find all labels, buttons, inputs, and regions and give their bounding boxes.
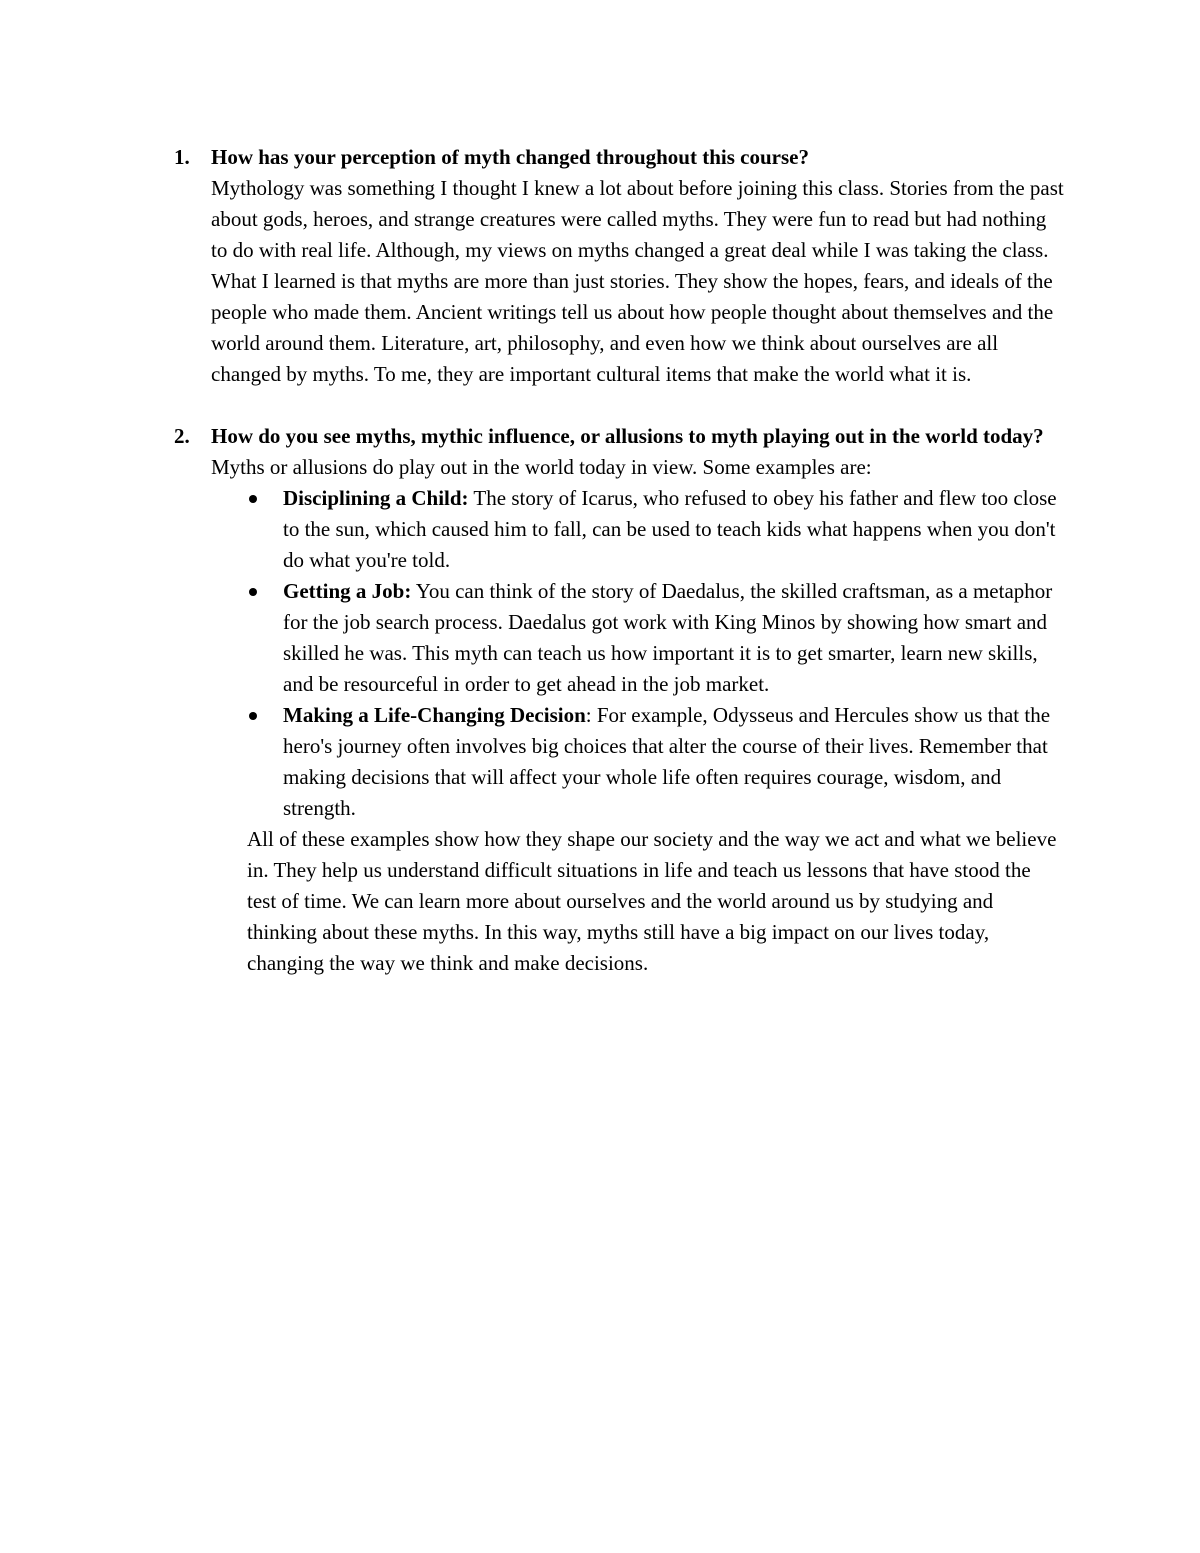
closing-paragraph: All of these examples show how they shape our society and the way we act and what we believe in. They help us understand difficult situations in life and teach us lessons that have stood the test of time. We can learn more about ourselves and the world around us by studying and thinking about these myths. In this way, myths still have a big impact on our lives today, changing the way we think and make decisions. — [247, 827, 1057, 975]
example-list — [211, 483, 1064, 824]
answer-paragraph: Mythology was something I thought I knew a lot about before joining this class. Stories from the past about gods, heroes, and strange creatures were called myths. They were fun to read but had nothing to do with real life. Although, my views on myths changed a great deal while I was taking the class. What I learned is that myths are more than just stories. They show the hopes, fears, and ideals of the people who made them. Ancient writings tell us about how people thought about themselves and the world around them. Literature, art, philosophy, and even how we think about ourselves are all changed by myths. To me, they are important cultural items that make the world what it is. — [211, 176, 1064, 386]
question-title: How do you see myths, mythic influence, or allusions to myth playing out in the world today? — [211, 424, 1044, 448]
question-list — [174, 142, 1064, 979]
bullet-icon — [249, 588, 257, 596]
example-text: You can think of the story of Daedalus, the skilled craftsman, as a metaphor for the job search process. Daedalus got work with King Minos by showing how smart and skilled he was. This myth can teach us how important it is to get smarter, learn new skills, and be resourceful in order to get ahead in the job market. — [283, 579, 1053, 696]
question-item — [174, 142, 1064, 390]
question-title: How has your perception of myth changed throughout this course? — [211, 145, 809, 169]
example-item — [211, 576, 1064, 700]
question-number: 1. — [174, 145, 190, 169]
bullet-icon — [249, 712, 257, 720]
example-term: Getting a Job: — [283, 579, 412, 603]
example-item — [211, 700, 1064, 824]
example-item — [211, 483, 1064, 576]
example-text: The story of Icarus, who refused to obey his father and flew too close to the sun, which caused him to fall, can be used to teach kids what happens when you don't do what you're told. — [283, 486, 1057, 572]
example-term: Making a Life-Changing Decision — [283, 703, 586, 727]
example-text: : For example, Odysseus and Hercules show us that the hero's journey often involves big choices that alter the course of their lives. Remember that making decisions that will affect your whole life often requires courage, wisdom, and strength. — [283, 703, 1051, 820]
bullet-icon — [249, 495, 257, 503]
example-term: Disciplining a Child: — [283, 486, 469, 510]
answer-intro: Myths or allusions do play out in the world today in view. Some examples are: — [211, 455, 872, 479]
question-number: 2. — [174, 424, 190, 448]
question-item — [174, 421, 1064, 979]
